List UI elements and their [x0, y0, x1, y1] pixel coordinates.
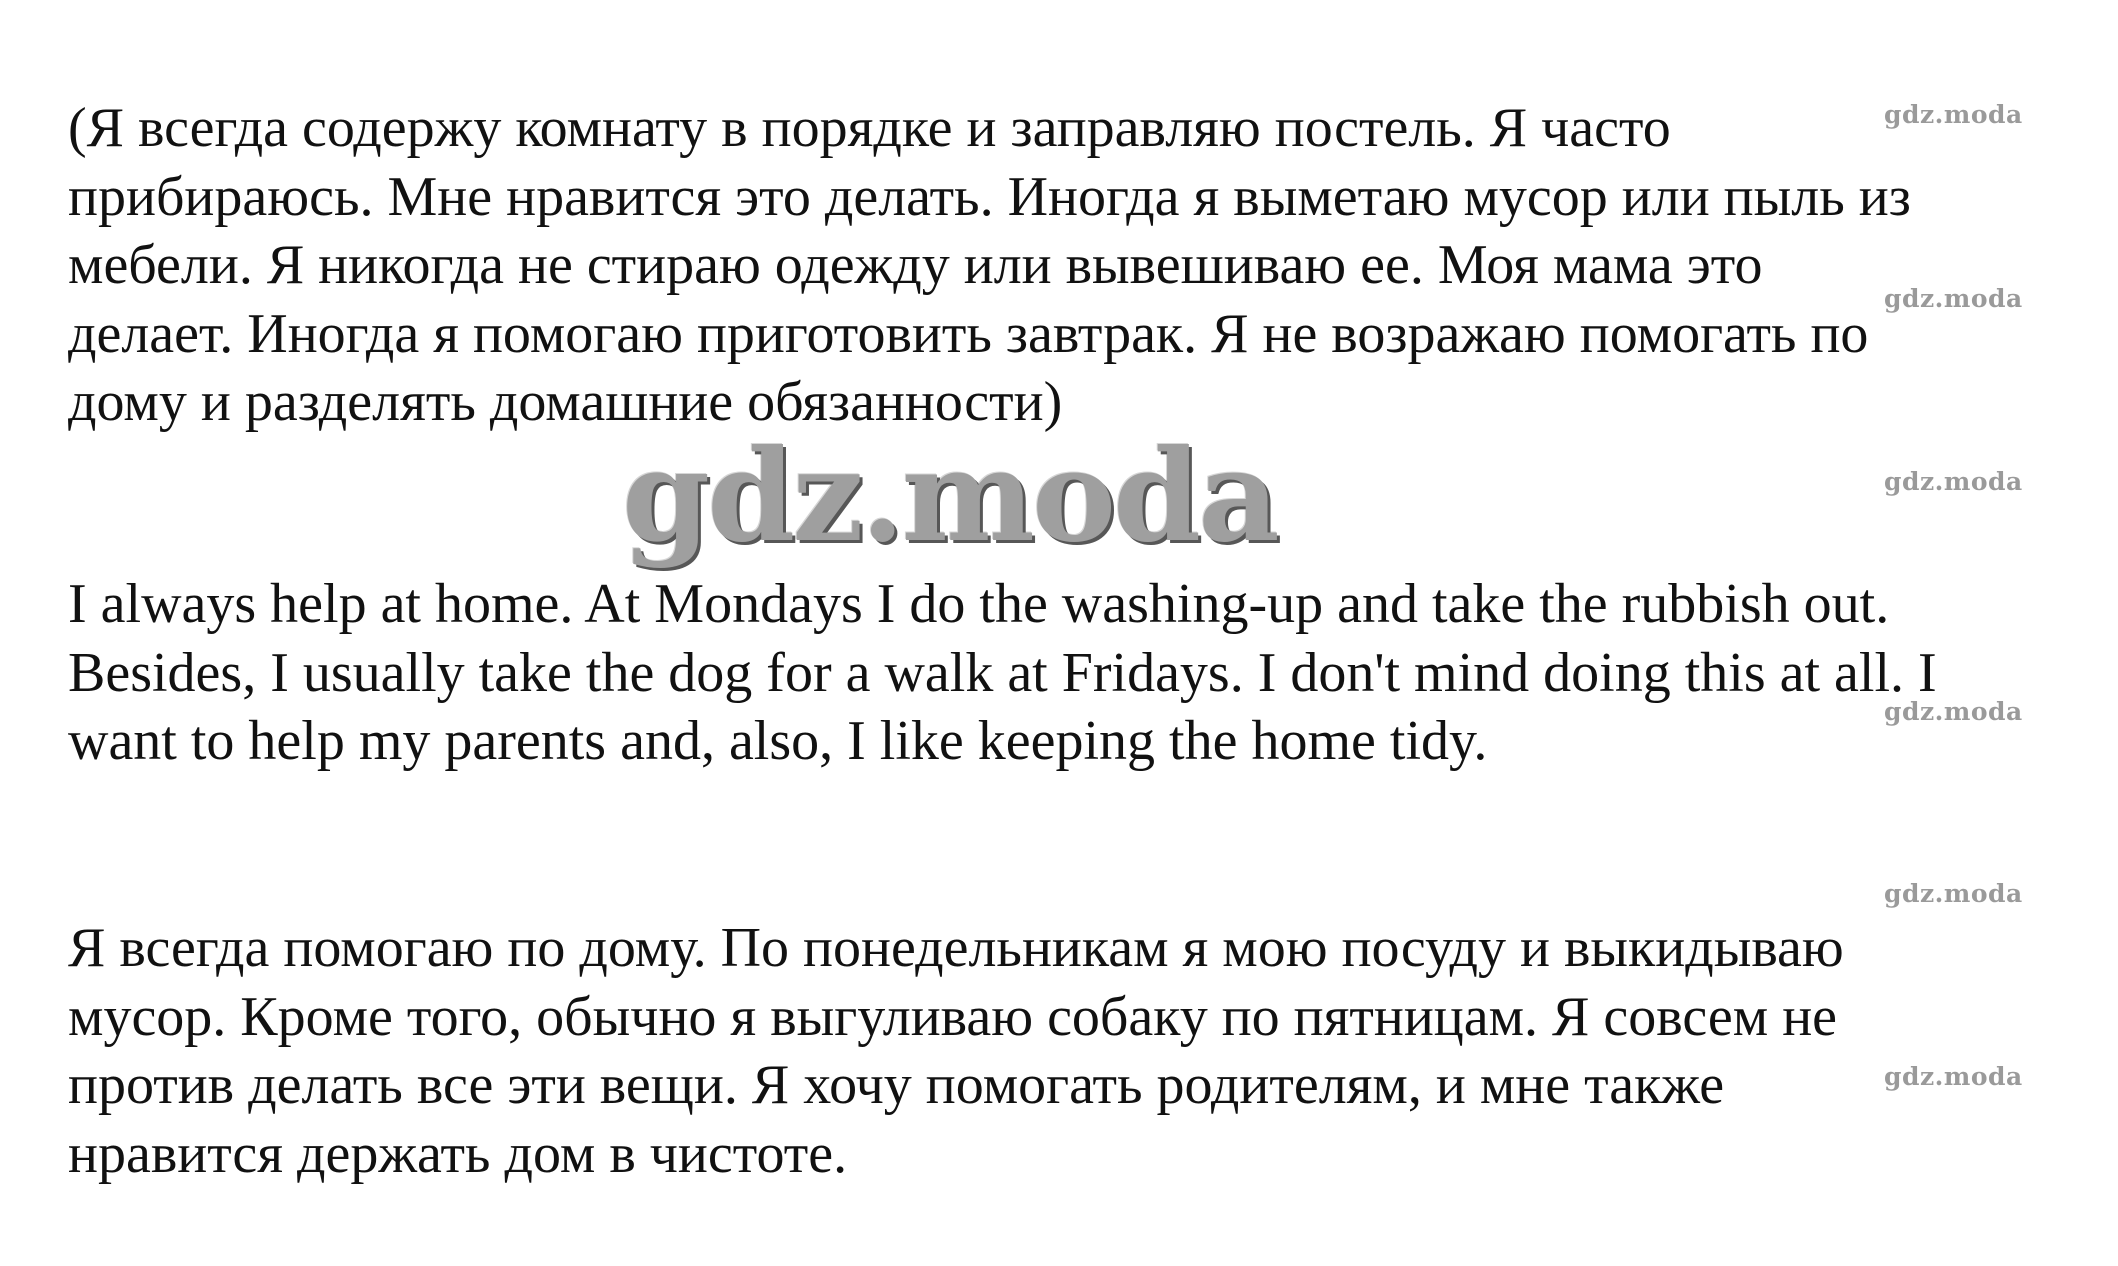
watermark-small: gdz.moda	[1884, 284, 2023, 313]
watermark-small: gdz.moda	[1884, 879, 2023, 908]
text-line: I always help at home. At Mondays I do the washing-up and take the rubbish out.	[68, 573, 1890, 635]
text-line: мебели. Я никогда не стираю одежду или вывешиваю ее. Моя мама это	[68, 234, 1763, 296]
text-line: want to help my parents and, also, I like keeping the home tidy.	[68, 710, 1488, 772]
text-line: мусор. Кроме того, обычно я выгуливаю собаку по пятницам. Я совсем не	[68, 985, 1838, 1048]
paragraph-russian-translation	[68, 914, 1844, 1188]
text-line: против делать все эти вещи. Я хочу помогать родителям, и мне также	[68, 1054, 1725, 1116]
text-line: (Я всегда содержу комнату в порядке и заправляю постель. Я часто	[68, 97, 1671, 159]
text-line: делает. Иногда я помогаю приготовить завтрак. Я не возражаю помогать по	[68, 302, 1869, 365]
watermark-small: gdz.moda	[1884, 697, 2023, 726]
text-line: нравится держать дом в чистоте.	[68, 1122, 848, 1185]
text-line: дому и разделять домашние обязанности)	[68, 371, 1063, 433]
watermark-logo-large: gdz.moda	[622, 422, 1277, 570]
watermark-small: gdz.moda	[1884, 1062, 2023, 1091]
text-line: Besides, I usually take the dog for a walk at Fridays. I don't mind doing this at all. I	[68, 641, 1937, 704]
paragraph-russian-intro	[68, 94, 1911, 437]
watermark-small: gdz.moda	[1884, 100, 2023, 129]
text-line: Я всегда помогаю по дому. По понедельникам я мою посуду и выкидываю	[68, 917, 1844, 979]
watermark-small: gdz.moda	[1884, 467, 2023, 496]
text-line: прибираюсь. Мне нравится это делать. Иногда я выметаю мусор или пыль из	[68, 165, 1911, 228]
paragraph-english-answer	[68, 570, 1937, 776]
